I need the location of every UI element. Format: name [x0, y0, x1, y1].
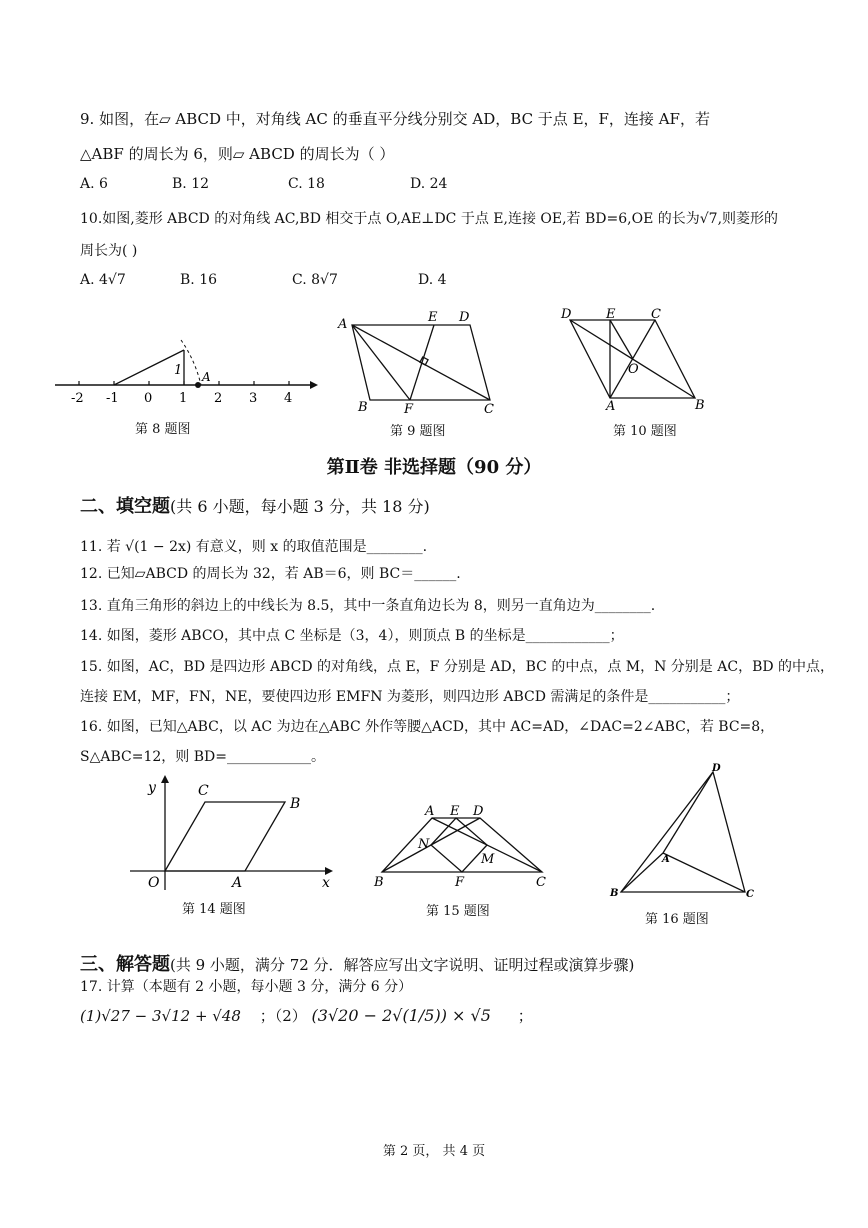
q17-part2: (3√20 − 2√(1/5)) × √5 — [311, 1006, 491, 1025]
label-c: C — [651, 307, 661, 322]
label-d: D — [473, 804, 484, 819]
label-o: O — [628, 362, 639, 377]
q13: 13. 直角三角形的斜边上的中线长为 8.5，其中一条直角边长为 8，则另一直角边为________. — [80, 598, 656, 614]
label-a: A — [232, 875, 243, 891]
label-a: A — [425, 804, 435, 819]
tick-label: 3 — [249, 391, 258, 406]
quadrilateral-emfn — [431, 818, 487, 872]
q9-line1: 9. 如图，在▱ ABCD 中，对角线 AC 的垂直平分线分别交 AD，BC 于点 E，F，连接 AF，若 — [80, 110, 710, 128]
label-c: C — [198, 783, 209, 799]
q9-option-c: C. 18 — [288, 176, 325, 192]
label-e: E — [606, 307, 616, 322]
section-2-heading — [80, 492, 430, 518]
label-m: M — [481, 852, 495, 867]
q17-expressions — [80, 1005, 533, 1026]
rhombus-abco — [165, 802, 285, 871]
section-2-desc: (共 6 小题，每小题 3 分，共 18 分) — [170, 497, 430, 516]
quadrilateral-abcd — [382, 818, 542, 872]
label-d: D — [712, 763, 721, 774]
q9-option-b: B. 12 — [172, 176, 210, 192]
figure-14 — [130, 775, 340, 895]
q14: 14. 如图，菱形 ABCO，其中点 C 坐标是（3，4），则顶点 B 的坐标是____________； — [80, 628, 624, 644]
tick-label: -1 — [106, 391, 119, 406]
segment-oe — [610, 320, 633, 359]
x-axis-arrow — [325, 867, 333, 875]
tick-label: -2 — [71, 391, 84, 406]
figure-15-caption: 第 15 题图 — [426, 904, 490, 919]
point-a — [195, 382, 201, 388]
figure-8-caption: 第 8 题图 — [135, 422, 191, 437]
label-a: A — [606, 399, 616, 414]
tick-label: 2 — [214, 391, 223, 406]
figure-15 — [370, 800, 555, 892]
label-n: N — [418, 837, 430, 852]
label-e: E — [450, 804, 460, 819]
label-1: 1 — [174, 363, 183, 378]
label-b: B — [358, 400, 368, 415]
label-f: F — [455, 875, 465, 890]
figure-16-caption: 第 16 题图 — [645, 912, 709, 927]
q11: 11. 若 √(1 − 2x) 有意义，则 x 的取值范围是________. — [80, 539, 428, 555]
segment-ba — [621, 853, 663, 892]
label-b: B — [374, 875, 384, 890]
part-2-title: 第Ⅱ卷 非选择题（90 分） — [326, 457, 542, 478]
label-b: B — [290, 796, 301, 812]
label-d: D — [459, 310, 470, 325]
q10-option-a: A. 4√7 — [80, 272, 126, 288]
label-f: F — [404, 402, 414, 417]
label-o: O — [148, 875, 160, 891]
label-d: D — [561, 307, 572, 322]
q16-line2: S△ABC=12，则 BD=____________。 — [80, 749, 325, 765]
segment-ac — [663, 853, 745, 892]
segment-ef — [410, 325, 434, 400]
tick-label: 0 — [144, 391, 153, 406]
label-y: y — [148, 780, 156, 796]
q10-line2: 周长为( ) — [80, 243, 138, 259]
label-c: C — [536, 875, 546, 890]
segment-ad — [663, 772, 713, 853]
figure-16 — [605, 760, 765, 905]
label-a: A — [202, 370, 211, 384]
figure-14-caption: 第 14 题图 — [182, 902, 246, 917]
section-3-title: 三、解答题 — [80, 954, 170, 975]
label-b: B — [610, 888, 619, 899]
number-line-arrow — [310, 381, 318, 389]
q15-line2: 连接 EM，MF，FN，NE，要使四边形 EMFN 为菱形，则四边形 ABCD 需满足的条件是___________； — [80, 689, 740, 705]
q17-separator: ；（2） — [259, 1007, 307, 1025]
figure-10-caption: 第 10 题图 — [613, 424, 677, 439]
q9-option-d: D. 24 — [410, 176, 448, 192]
q12: 12. 已知▱ABCD 的周长为 32，若 AB＝6，则 BC＝______. — [80, 566, 461, 582]
y-axis-arrow — [161, 775, 169, 783]
label-e: E — [428, 310, 438, 325]
q16-line1: 16. 如图，已知△ABC，以 AC 为边在△ABC 外作等腰△ACD，其中 AC=AD，∠DAC=2∠ABC，若 BC=8， — [80, 719, 775, 735]
section-3-heading — [80, 950, 634, 976]
label-x: x — [322, 875, 330, 891]
q17-line1: 17. 计算（本题有 2 小题，每小题 3 分，满分 6 分） — [80, 979, 413, 995]
tick-label: 1 — [179, 391, 188, 406]
figure-8 — [55, 330, 320, 415]
q10-line1: 10.如图,菱形 ABCD 的对角线 AC,BD 相交于点 O,AE⊥DC 于点 E,连接 OE,若 BD=6,OE 的长为√7,则菱形的 — [80, 211, 779, 227]
q10-option-d: D. 4 — [418, 272, 447, 288]
label-a: A — [662, 854, 670, 865]
tick-label: 4 — [284, 391, 293, 406]
q17-end: ； — [517, 1007, 533, 1025]
label-c: C — [484, 402, 494, 417]
figure-9 — [330, 310, 510, 420]
label-b: B — [695, 398, 705, 413]
section-2-title: 二、填空题 — [80, 496, 170, 517]
label-a: A — [338, 317, 348, 332]
q9-line2: △ABF 的周长为 6，则▱ ABCD 的周长为（ ） — [80, 145, 395, 163]
q15-line1: 15. 如图，AC，BD 是四边形 ABCD 的对角线，点 E，F 分别是 AD，BC 的中点，点 M，N 分别是 AC，BD 的中点， — [80, 659, 835, 675]
figure-10 — [555, 305, 725, 415]
q10-option-b: B. 16 — [180, 272, 218, 288]
figure-9-caption: 第 9 题图 — [390, 424, 446, 439]
q9-option-a: A. 6 — [80, 176, 108, 192]
q10-option-c: C. 8√7 — [292, 272, 338, 288]
q17-part1: (1)√27 − 3√12 + √48 — [80, 1007, 241, 1025]
section-3-desc: (共 9 小题，满分 72 分．解答应写出文字说明、证明过程或演算步骤) — [170, 956, 635, 974]
label-c: C — [746, 889, 754, 900]
page-footer: 第 2 页， 共 4 页 — [382, 1144, 486, 1159]
